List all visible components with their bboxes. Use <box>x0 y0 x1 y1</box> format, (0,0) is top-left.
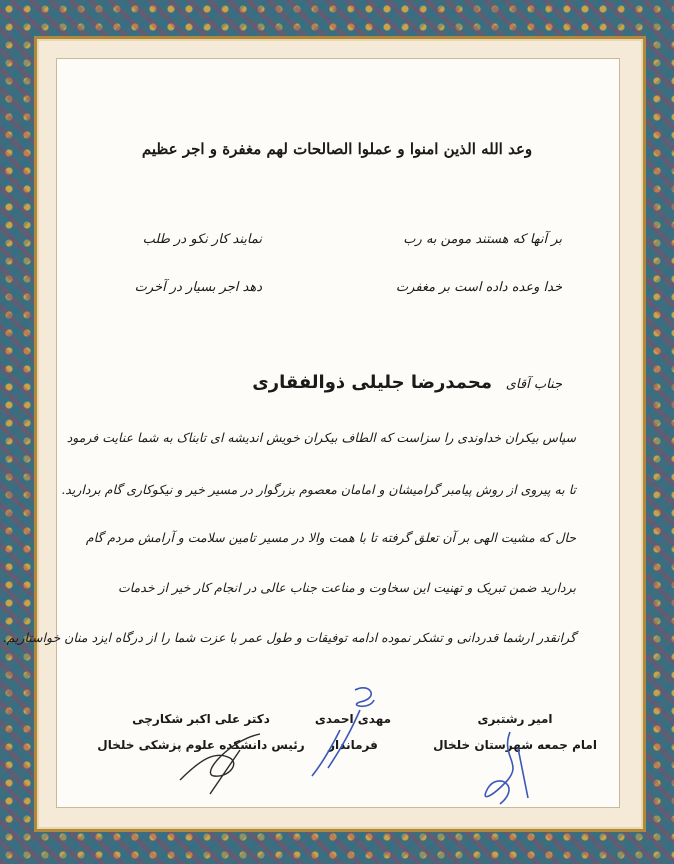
signature-1-icon <box>470 728 550 808</box>
signatory-3-title: رئیس دانشکده علوم پزشکی خلخال <box>97 738 305 752</box>
recipient-line <box>252 372 562 393</box>
signatory-2-title: فرماندار <box>328 738 378 752</box>
poem-line-1-left: نمایند کار نکو در طلب <box>142 232 262 247</box>
poem-line-2-right: خدا وعده داده است بر مغفرت <box>395 280 562 295</box>
poem-line-2-left: دهد اجر بسیار در آخرت <box>134 280 262 295</box>
signatory-3-name: دکتر علی اکبر شکارچی <box>132 712 270 726</box>
signatory-1-name: امیر رشتبری <box>477 712 553 726</box>
signature-2-icon <box>300 680 410 790</box>
quran-verse: وعد الله الذين امنوا و عملوا الصالحات لهم مغفرة و اجر عظيم <box>141 140 533 158</box>
recipient-prefix: جناب آقای <box>505 377 562 392</box>
body-line-3: حال که مشیت الهی بر آن تعلق گرفته تا با همت والا در مسیر تامین سلامت و آرامش مردم گام <box>85 530 576 545</box>
signatory-1-title: امام جمعه شهرستان خلخال <box>433 738 597 752</box>
body-line-4: بردارید ضمن تبریک و تهنیت این سخاوت و مناعت جناب عالی در انجام کار خیر از خدمات <box>117 580 576 595</box>
signatory-2-name: مهدی احمدی <box>314 712 392 726</box>
recipient-name: محمدرضا جلیلی ذوالفقاری <box>252 372 492 393</box>
body-line-2: تا به پیروی از روش پیامبر گرامیشان و امامان معصوم بزرگوار در مسیر خیر و نیکوکاری گام بردارید. <box>61 482 576 497</box>
poem-line-1-right: بر آنها که هستند مومن به رب <box>403 232 562 247</box>
signature-3-icon <box>170 720 290 800</box>
body-line-1: سپاس بیکران خداوندی را سزاست که الطاف بیکران خویش اندیشه ای تابناک به شما عنایت فرمود <box>66 430 576 445</box>
body-line-5: گرانقدر ارشما قدردانی و تشکر نموده ادامه توفیقات و طول عمر با عزت شما را از درگاه ایزد منان خواستاریم. <box>2 630 576 645</box>
